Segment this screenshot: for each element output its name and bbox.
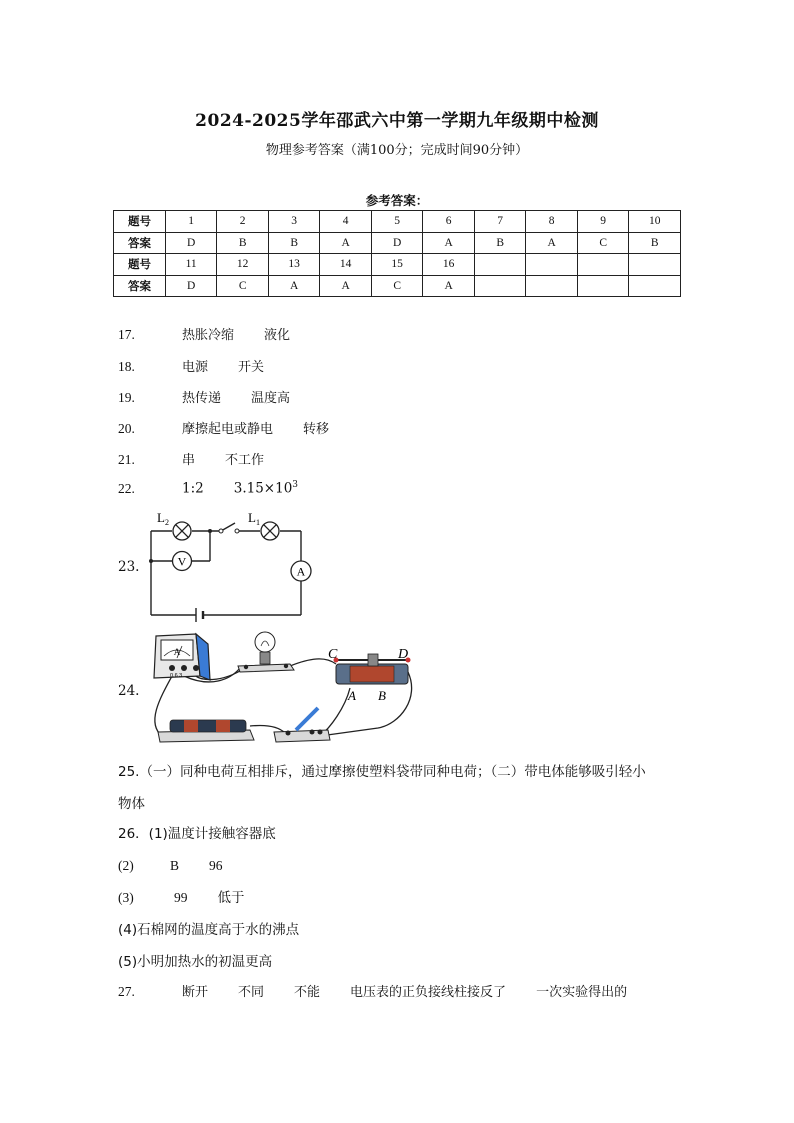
answer-part: 96 — [209, 858, 223, 873]
answer-part: 1:2 — [182, 480, 204, 497]
answer-27 — [118, 981, 627, 1000]
answer-part: 99 — [174, 890, 188, 905]
answer-26-line3 — [118, 882, 678, 914]
table-cell: 13 — [268, 254, 320, 276]
table-cell: C — [371, 275, 423, 297]
table-cell: A — [320, 275, 372, 297]
answer-25-line2: 物体 — [118, 796, 145, 812]
lamp-l2-icon — [173, 522, 191, 540]
table-caption: 参考答案： — [365, 193, 429, 208]
answer-part: 开关 — [238, 360, 265, 375]
lamp-l1-icon — [261, 522, 279, 540]
answer-part: 热传递 — [182, 391, 222, 406]
ammeter-device-icon — [154, 634, 210, 680]
question-number: 20. — [118, 421, 135, 436]
table-cell — [577, 254, 629, 276]
answer-part: 不同 — [238, 985, 265, 1000]
table-cell: 10 — [629, 211, 681, 233]
table-cell: 11 — [165, 254, 217, 276]
circuit-diagram-23 — [140, 505, 320, 625]
table-row-label: 答案 — [114, 275, 166, 297]
table-cell: 6 — [423, 211, 475, 233]
question-number: 22. — [118, 480, 135, 496]
answer-26-line5: (5)小明加热水的初温更高 — [118, 954, 273, 970]
answer-22 — [118, 480, 298, 497]
table-cell: D — [165, 232, 217, 254]
answer-part: 转移 — [303, 422, 330, 437]
table-cell: 9 — [577, 211, 629, 233]
answer-part: 低于 — [217, 890, 245, 906]
table-cell: C — [577, 232, 629, 254]
label-l2: L — [157, 510, 165, 525]
answer-25 — [118, 756, 678, 820]
exponent: 3 — [292, 480, 299, 490]
answer-part: 3.15×10 — [233, 480, 293, 497]
knife-switch-icon — [274, 708, 330, 742]
table-cell: 4 — [320, 211, 372, 233]
page-subtitle: 物理参考答案（满100分；完成时间90分钟） — [265, 143, 529, 158]
table-cell: 12 — [217, 254, 269, 276]
label-l2-sub: 2 — [165, 518, 169, 527]
table-cell: A — [423, 275, 475, 297]
question-number: 18. — [118, 359, 135, 374]
page-title: 2024-2025学年邵武六中第一学期九年级期中检测 — [195, 111, 599, 131]
answer-part: 电源 — [182, 360, 209, 375]
answer-part: 串 — [182, 453, 196, 468]
table-cell: 15 — [371, 254, 423, 276]
table-cell: B — [629, 232, 681, 254]
answer-part: 电压表的正负接线柱接反了 — [350, 985, 507, 1000]
table-cell: D — [371, 232, 423, 254]
answer-26 — [118, 818, 678, 978]
table-row — [114, 254, 681, 276]
answer-part: 摩擦起电或静电 — [182, 422, 274, 437]
answer-26-line4: (4)石棉网的温度高于水的沸点 — [118, 922, 300, 938]
bulb-board-icon — [238, 632, 294, 672]
answer-part: 液化 — [264, 328, 291, 343]
answer-part: 不工作 — [225, 453, 265, 468]
table-row — [114, 211, 681, 233]
question-number-23: 23. — [118, 559, 140, 575]
table-cell: 5 — [371, 211, 423, 233]
question-number: 27. — [118, 984, 135, 999]
answer-part: 热胀冷缩 — [182, 328, 235, 343]
answer-26-line1: 26．(1)温度计接触容器底 — [118, 826, 276, 842]
table-cell: 7 — [474, 211, 526, 233]
question-number-24: 24. — [118, 683, 140, 699]
table-row — [114, 275, 681, 297]
table-cell: A — [320, 232, 372, 254]
terminal-d-label: D — [398, 647, 409, 662]
table-cell: 8 — [526, 211, 578, 233]
answer-19 — [118, 387, 290, 406]
answer-part: 不能 — [294, 985, 321, 1000]
table-cell: A — [526, 232, 578, 254]
answer-table — [113, 210, 681, 297]
table-cell: 3 — [268, 211, 320, 233]
voltmeter-label: V — [177, 554, 187, 569]
table-row-label: 题号 — [114, 211, 166, 233]
battery-holder-icon — [158, 720, 254, 742]
table-cell: 1 — [165, 211, 217, 233]
terminal-a-label: A — [348, 688, 356, 703]
table-cell — [526, 275, 578, 297]
answer-26-line2 — [118, 850, 678, 882]
question-number: 17. — [118, 327, 135, 342]
table-cell — [474, 254, 526, 276]
question-number: 19. — [118, 390, 135, 405]
table-cell: A — [268, 275, 320, 297]
answer-17 — [118, 324, 290, 343]
table-cell — [577, 275, 629, 297]
sub-number: (2) — [118, 858, 134, 873]
answer-25-line1: 25.（一）同种电荷互相排斥，通过摩擦使塑料袋带同种电荷；（二）带电体能够吸引轻小 — [118, 764, 646, 780]
table-cell: B — [268, 232, 320, 254]
table-row-label: 答案 — [114, 232, 166, 254]
table-cell: 14 — [320, 254, 372, 276]
table-cell: B — [474, 232, 526, 254]
answer-21 — [118, 449, 264, 468]
ammeter-label: A — [296, 564, 306, 579]
answer-part: B — [170, 858, 180, 873]
table-cell: 16 — [423, 254, 475, 276]
answer-part: 断开 — [182, 985, 209, 1000]
terminal-b-label: B — [378, 688, 386, 703]
meter-label: A — [173, 647, 181, 657]
question-number: 21. — [118, 452, 135, 467]
table-cell — [629, 254, 681, 276]
answer-20 — [118, 418, 329, 437]
table-cell: C — [217, 275, 269, 297]
table-cell — [629, 275, 681, 297]
table-cell — [474, 275, 526, 297]
table-cell: A — [423, 232, 475, 254]
table-cell: 2 — [217, 211, 269, 233]
physical-circuit-24 — [140, 628, 420, 752]
table-cell: B — [217, 232, 269, 254]
table-row-label: 题号 — [114, 254, 166, 276]
table-row — [114, 232, 681, 254]
meter-scale: 0.6 3 — [170, 673, 183, 679]
sub-number: (3) — [118, 890, 134, 905]
label-l1-sub: 1 — [256, 518, 260, 527]
answer-18 — [118, 356, 264, 375]
answer-part: 一次实验得出的 — [536, 985, 628, 1000]
answer-part: 温度高 — [251, 391, 291, 406]
terminal-c-label: C — [328, 647, 338, 662]
table-cell: D — [165, 275, 217, 297]
label-l1: L — [248, 510, 256, 525]
table-cell — [526, 254, 578, 276]
